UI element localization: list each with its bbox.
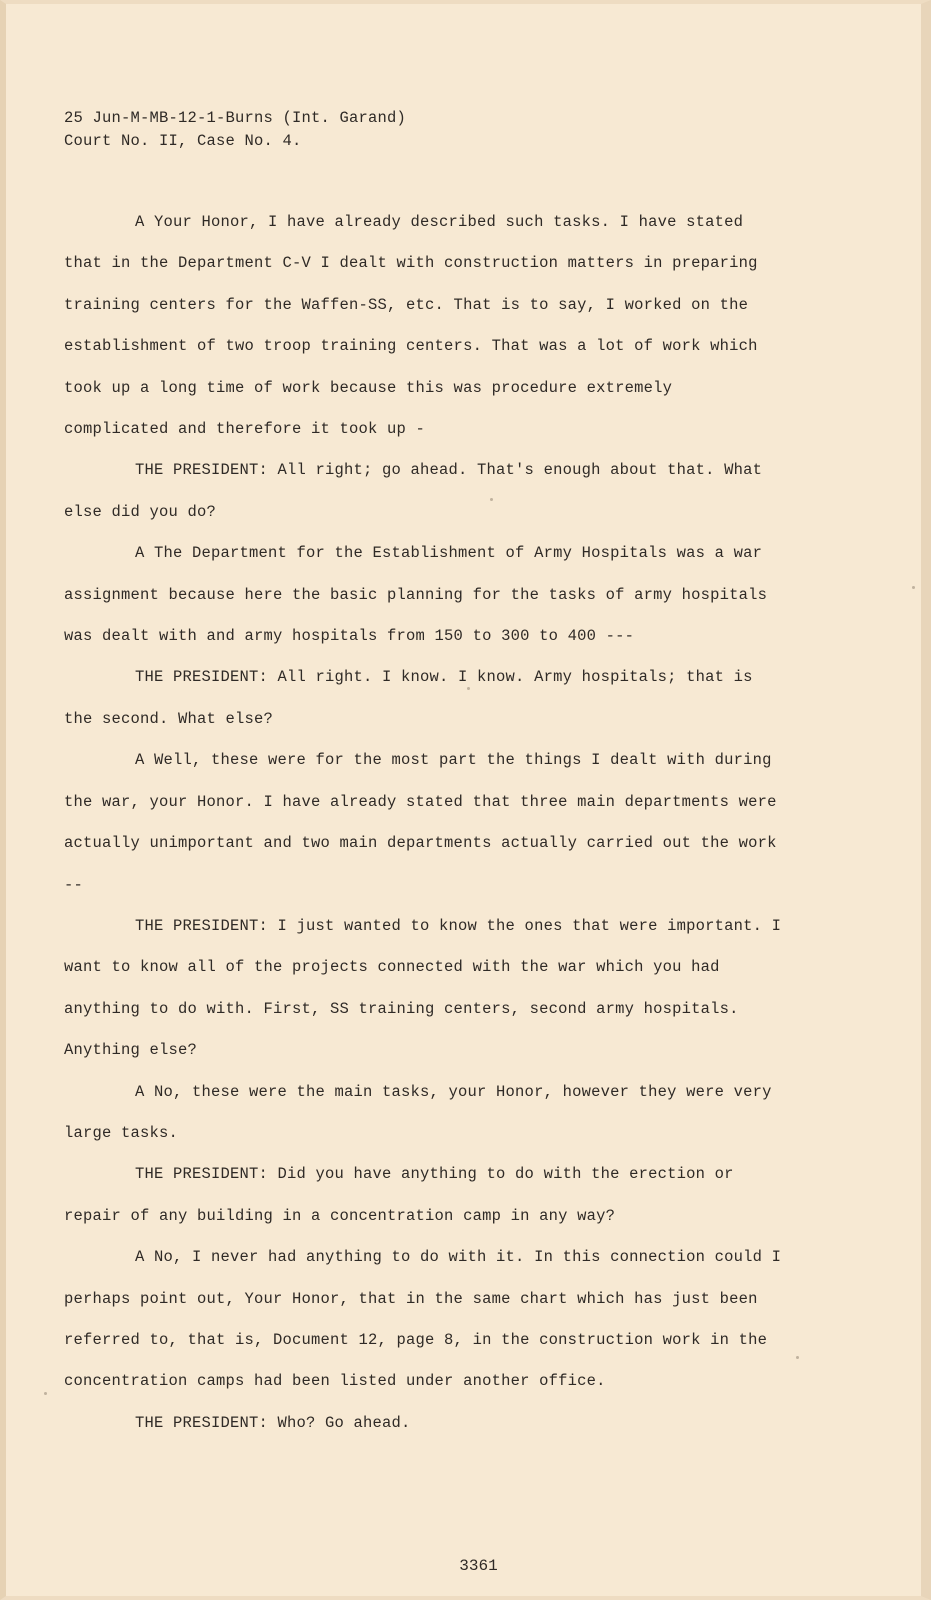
header-line-1: 25 Jun-M-MB-12-1-Burns (Int. Garand) xyxy=(64,109,407,127)
paragraph-president: THE PRESIDENT: Did you have anything to do with the erection or repair of any building in a concentration camp in any way? xyxy=(64,1165,734,1225)
paragraph-witness-answer: A No, I never had anything to do with it. In this connection could I perhaps point out, Your Honor, that in the same chart which has just been referred to, that is, Document 12, page 8, in the construction work in the concentration camps had been listed under another office. xyxy=(64,1248,782,1391)
paper-fleck xyxy=(796,1356,799,1359)
transcript-body xyxy=(64,202,784,1444)
paragraph-witness-answer: A Well, these were for the most part the things I dealt with during the war, your Honor. I have already stated that three main departments were actually unimportant and two main departments actually carried out the work -- xyxy=(64,751,777,894)
paper-fleck xyxy=(467,687,470,690)
paper-fleck xyxy=(912,586,915,589)
paragraph-witness-answer: A The Department for the Establishment of Army Hospitals was a war assignment because here the basic planning for the tasks of army hospitals was dealt with and army hospitals from 150 to 300 to 400 --- xyxy=(64,544,768,646)
paper-fleck xyxy=(490,498,493,501)
page-number: 3361 xyxy=(459,1557,498,1575)
paragraph-president: THE PRESIDENT: I just wanted to know the ones that were important. I want to know all of the projects connected with the war which you had anything to do with. First, SS training centers, second army hospitals. Anything else? xyxy=(64,916,782,1060)
document-header xyxy=(64,107,406,153)
paragraph-president: THE PRESIDENT: All right. I know. I know. Army hospitals; that is the second. What else? xyxy=(64,668,753,728)
paragraph-witness-answer: A No, these were the main tasks, your Honor, however they were very large tasks. xyxy=(64,1082,772,1142)
paragraph-witness-answer: A Your Honor, I have already described such tasks. I have stated that in the Department C-V I dealt with construction matters in preparing training centers for the Waffen-SS, etc. That is to say, I worked on the establishment of two troop training centers. That was a lot of work which took up a long time of work because this was procedure extremely complicated and therefore it took up - xyxy=(64,213,758,439)
paragraph-president: THE PRESIDENT: All right; go ahead. That's enough about that. What else did you do? xyxy=(64,461,763,521)
header-line-2: Court No. II, Case No. 4. xyxy=(64,132,302,150)
paragraph-president: THE PRESIDENT: Who? Go ahead. xyxy=(135,1413,411,1432)
paper-fleck xyxy=(44,1392,47,1395)
